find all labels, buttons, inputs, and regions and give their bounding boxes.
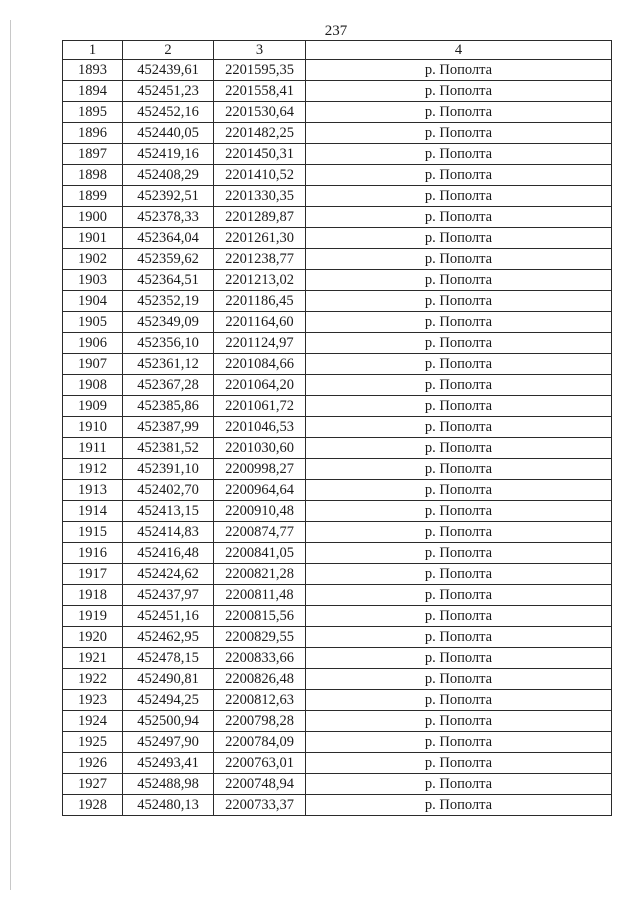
y-coordinate-cell: 2200998,27 [214,459,306,480]
scan-margin-line [10,20,11,890]
x-coordinate-cell: 452392,51 [123,186,214,207]
point-number-cell: 1895 [63,102,123,123]
y-coordinate-cell: 2201482,25 [214,123,306,144]
x-coordinate-cell: 452419,16 [123,144,214,165]
coordinates-table [62,40,612,816]
description-cell: р. Пополта [306,81,612,102]
description-cell: р. Пополта [306,669,612,690]
description-cell: р. Пополта [306,732,612,753]
table-row [63,375,612,396]
x-coordinate-cell: 452359,62 [123,249,214,270]
x-coordinate-cell: 452451,23 [123,81,214,102]
description-cell: р. Пополта [306,144,612,165]
description-cell: р. Пополта [306,585,612,606]
point-number-cell: 1921 [63,648,123,669]
x-coordinate-cell: 452361,12 [123,354,214,375]
y-coordinate-cell: 2201595,35 [214,60,306,81]
point-number-cell: 1910 [63,417,123,438]
table-row [63,732,612,753]
y-coordinate-cell: 2201186,45 [214,291,306,312]
point-number-cell: 1894 [63,81,123,102]
table-row [63,228,612,249]
table-row [63,291,612,312]
description-cell: р. Пополта [306,123,612,144]
x-coordinate-cell: 452490,81 [123,669,214,690]
table-row [63,249,612,270]
x-coordinate-cell: 452349,09 [123,312,214,333]
point-number-cell: 1915 [63,522,123,543]
description-cell: р. Пополта [306,270,612,291]
table-row [63,123,612,144]
description-cell: р. Пополта [306,102,612,123]
y-coordinate-cell: 2200812,63 [214,690,306,711]
point-number-cell: 1923 [63,690,123,711]
table-row [63,627,612,648]
point-number-cell: 1902 [63,249,123,270]
table-row [63,690,612,711]
point-number-cell: 1911 [63,438,123,459]
x-coordinate-cell: 452493,41 [123,753,214,774]
table-row [63,648,612,669]
y-coordinate-cell: 2200811,48 [214,585,306,606]
y-coordinate-cell: 2200784,09 [214,732,306,753]
description-cell: р. Пополта [306,249,612,270]
table-row [63,144,612,165]
point-number-cell: 1893 [63,60,123,81]
column-header-2: 2 [123,41,214,60]
y-coordinate-cell: 2200829,55 [214,627,306,648]
description-cell: р. Пополта [306,627,612,648]
x-coordinate-cell: 452500,94 [123,711,214,732]
table-row [63,438,612,459]
point-number-cell: 1897 [63,144,123,165]
point-number-cell: 1900 [63,207,123,228]
y-coordinate-cell: 2200874,77 [214,522,306,543]
x-coordinate-cell: 452437,97 [123,585,214,606]
x-coordinate-cell: 452462,95 [123,627,214,648]
x-coordinate-cell: 452439,61 [123,60,214,81]
table-row [63,606,612,627]
description-cell: р. Пополта [306,648,612,669]
y-coordinate-cell: 2201061,72 [214,396,306,417]
point-number-cell: 1912 [63,459,123,480]
y-coordinate-cell: 2200815,56 [214,606,306,627]
description-cell: р. Пополта [306,396,612,417]
point-number-cell: 1898 [63,165,123,186]
table-row [63,333,612,354]
x-coordinate-cell: 452391,10 [123,459,214,480]
description-cell: р. Пополта [306,564,612,585]
x-coordinate-cell: 452385,86 [123,396,214,417]
x-coordinate-cell: 452356,10 [123,333,214,354]
description-cell: р. Пополта [306,438,612,459]
description-cell: р. Пополта [306,228,612,249]
description-cell: р. Пополта [306,690,612,711]
y-coordinate-cell: 2200841,05 [214,543,306,564]
description-cell: р. Пополта [306,543,612,564]
table-row [63,480,612,501]
y-coordinate-cell: 2200763,01 [214,753,306,774]
y-coordinate-cell: 2201046,53 [214,417,306,438]
table-row [63,396,612,417]
description-cell: р. Пополта [306,312,612,333]
description-cell: р. Пополта [306,501,612,522]
point-number-cell: 1922 [63,669,123,690]
x-coordinate-cell: 452402,70 [123,480,214,501]
point-number-cell: 1913 [63,480,123,501]
table-row [63,186,612,207]
table-header-row [63,41,612,60]
column-header-1: 1 [63,41,123,60]
x-coordinate-cell: 452452,16 [123,102,214,123]
point-number-cell: 1928 [63,795,123,816]
y-coordinate-cell: 2201064,20 [214,375,306,396]
point-number-cell: 1899 [63,186,123,207]
x-coordinate-cell: 452408,29 [123,165,214,186]
y-coordinate-cell: 2201410,52 [214,165,306,186]
table-row [63,711,612,732]
y-coordinate-cell: 2201030,60 [214,438,306,459]
point-number-cell: 1901 [63,228,123,249]
y-coordinate-cell: 2201450,31 [214,144,306,165]
table-row [63,270,612,291]
x-coordinate-cell: 452378,33 [123,207,214,228]
x-coordinate-cell: 452414,83 [123,522,214,543]
description-cell: р. Пополта [306,753,612,774]
description-cell: р. Пополта [306,186,612,207]
x-coordinate-cell: 452494,25 [123,690,214,711]
point-number-cell: 1918 [63,585,123,606]
y-coordinate-cell: 2200748,94 [214,774,306,795]
y-coordinate-cell: 2200910,48 [214,501,306,522]
table-row [63,81,612,102]
point-number-cell: 1919 [63,606,123,627]
description-cell: р. Пополта [306,774,612,795]
table-row [63,753,612,774]
y-coordinate-cell: 2201124,97 [214,333,306,354]
x-coordinate-cell: 452413,15 [123,501,214,522]
y-coordinate-cell: 2201164,60 [214,312,306,333]
x-coordinate-cell: 452364,51 [123,270,214,291]
point-number-cell: 1905 [63,312,123,333]
table-row [63,774,612,795]
y-coordinate-cell: 2201261,30 [214,228,306,249]
x-coordinate-cell: 452497,90 [123,732,214,753]
point-number-cell: 1927 [63,774,123,795]
description-cell: р. Пополта [306,606,612,627]
column-header-3: 3 [214,41,306,60]
x-coordinate-cell: 452488,98 [123,774,214,795]
description-cell: р. Пополта [306,354,612,375]
description-cell: р. Пополта [306,333,612,354]
point-number-cell: 1924 [63,711,123,732]
table-row [63,102,612,123]
description-cell: р. Пополта [306,60,612,81]
table-row [63,354,612,375]
x-coordinate-cell: 452478,15 [123,648,214,669]
point-number-cell: 1925 [63,732,123,753]
point-number-cell: 1909 [63,396,123,417]
point-number-cell: 1896 [63,123,123,144]
point-number-cell: 1906 [63,333,123,354]
table-row [63,165,612,186]
description-cell: р. Пополта [306,375,612,396]
x-coordinate-cell: 452416,48 [123,543,214,564]
point-number-cell: 1907 [63,354,123,375]
x-coordinate-cell: 452352,19 [123,291,214,312]
table-row [63,60,612,81]
description-cell: р. Пополта [306,480,612,501]
point-number-cell: 1914 [63,501,123,522]
point-number-cell: 1916 [63,543,123,564]
y-coordinate-cell: 2201084,66 [214,354,306,375]
point-number-cell: 1920 [63,627,123,648]
description-cell: р. Пополта [306,417,612,438]
x-coordinate-cell: 452480,13 [123,795,214,816]
table-row [63,543,612,564]
y-coordinate-cell: 2201330,35 [214,186,306,207]
y-coordinate-cell: 2200826,48 [214,669,306,690]
table-row [63,459,612,480]
y-coordinate-cell: 2201238,77 [214,249,306,270]
table-row [63,207,612,228]
x-coordinate-cell: 452381,52 [123,438,214,459]
description-cell: р. Пополта [306,165,612,186]
page-number: 237 [324,23,348,39]
point-number-cell: 1917 [63,564,123,585]
point-number-cell: 1903 [63,270,123,291]
y-coordinate-cell: 2201213,02 [214,270,306,291]
y-coordinate-cell: 2201530,64 [214,102,306,123]
x-coordinate-cell: 452451,16 [123,606,214,627]
point-number-cell: 1904 [63,291,123,312]
table-row [63,585,612,606]
table-row [63,417,612,438]
y-coordinate-cell: 2200833,66 [214,648,306,669]
point-number-cell: 1908 [63,375,123,396]
description-cell: р. Пополта [306,459,612,480]
x-coordinate-cell: 452440,05 [123,123,214,144]
table-row [63,669,612,690]
description-cell: р. Пополта [306,795,612,816]
y-coordinate-cell: 2201289,87 [214,207,306,228]
y-coordinate-cell: 2200798,28 [214,711,306,732]
y-coordinate-cell: 2201558,41 [214,81,306,102]
table-row [63,312,612,333]
x-coordinate-cell: 452367,28 [123,375,214,396]
description-cell: р. Пополта [306,207,612,228]
table-row [63,564,612,585]
table-row [63,501,612,522]
y-coordinate-cell: 2200964,64 [214,480,306,501]
description-cell: р. Пополта [306,522,612,543]
column-header-4: 4 [306,41,612,60]
table-row [63,795,612,816]
x-coordinate-cell: 452364,04 [123,228,214,249]
x-coordinate-cell: 452387,99 [123,417,214,438]
y-coordinate-cell: 2200733,37 [214,795,306,816]
y-coordinate-cell: 2200821,28 [214,564,306,585]
x-coordinate-cell: 452424,62 [123,564,214,585]
point-number-cell: 1926 [63,753,123,774]
table-row [63,522,612,543]
description-cell: р. Пополта [306,291,612,312]
table-body [63,60,612,816]
description-cell: р. Пополта [306,711,612,732]
